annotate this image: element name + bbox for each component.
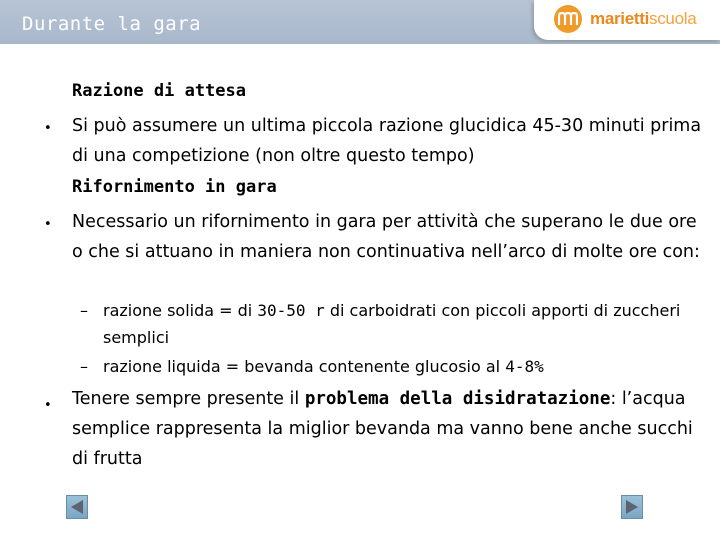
bullet-text-post: : l’acqua semplice rappresenta la miglior bevanda ma vanno bene anche succhi di frutta	[72, 389, 693, 469]
bullet-icon: •	[44, 217, 52, 232]
logo-text-light: scuola	[649, 9, 697, 28]
previous-slide-button[interactable]	[66, 495, 88, 519]
sub-item-quantity: 30-50 r	[257, 301, 325, 320]
bullet-icon: •	[44, 121, 52, 136]
slide-header	[0, 0, 720, 44]
triangle-right-icon	[624, 499, 640, 515]
logo-text-bold: marietti	[590, 9, 650, 28]
slide-title: Durante la gara	[22, 13, 202, 35]
bullet-text-rifornimento: Necessario un rifornimento in gara per attività che superano le due ore o che si attuano in maniera non continuativa nell’arco di molte ore con:	[72, 212, 700, 262]
sub-item-percentage: 4-8%	[505, 357, 544, 376]
bullet-icon: •	[44, 398, 52, 413]
bullet-text-pre: Tenere sempre presente il	[72, 389, 305, 409]
logo-mark-icon	[554, 5, 582, 33]
dash-icon: –	[80, 301, 88, 320]
publisher-logo	[534, 0, 720, 40]
dash-icon: –	[80, 357, 88, 376]
logo-text	[590, 9, 696, 29]
next-slide-button[interactable]	[621, 495, 643, 519]
heading-rifornimento: Rifornimento in gara	[72, 177, 277, 197]
heading-razione-attesa: Razione di attesa	[72, 81, 246, 101]
sub-item-text: di carboidrati con piccoli apporti di zuccheri semplici	[103, 301, 681, 347]
sub-item-text: razione solida = di	[103, 301, 258, 320]
triangle-left-icon	[69, 499, 85, 515]
bullet-text-emphasis: problema della disidratazione	[304, 389, 611, 409]
sub-item-text: razione liquida = bevanda contenente glucosio al	[103, 357, 506, 376]
bullet-text-razione-attesa: Si può assumere un ultima piccola razione glucidica 45-30 minuti prima di una competizione (non oltre questo tempo)	[72, 116, 702, 166]
bullet-text-disidratazione	[72, 384, 702, 474]
sub-item-razione-liquida	[103, 353, 703, 380]
sub-item-razione-solida	[103, 297, 703, 351]
